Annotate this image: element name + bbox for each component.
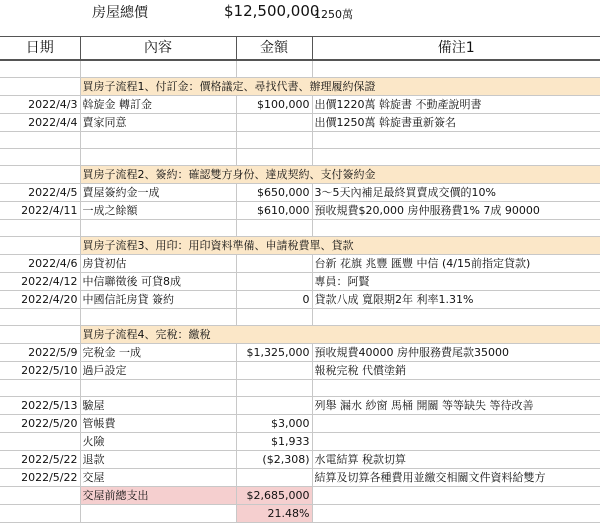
cell-amount[interactable]: $650,000 [236,183,312,201]
cell-content[interactable] [80,219,236,236]
cell-amount[interactable]: 21.48% [236,504,312,522]
cell-content[interactable]: 火險 [80,432,236,450]
section-title[interactable]: 買房子流程1、付訂金：價格議定、尋找代書、辦理履約保證 [80,77,600,95]
cell-date[interactable] [0,77,80,95]
cell-date[interactable] [0,148,80,165]
cell-content[interactable] [80,131,236,148]
cell-note[interactable] [312,379,600,396]
total-row [0,486,600,504]
cell-amount[interactable] [236,60,312,77]
cell-amount[interactable]: $1,933 [236,432,312,450]
cell-content[interactable]: 交屋 [80,468,236,486]
total-price-label[interactable]: 房屋總價 [92,5,148,21]
blank-row [0,219,600,236]
column-header-content[interactable]: 內容 [80,37,236,61]
table-row [0,361,600,379]
table-row [0,290,600,308]
cell-date[interactable]: 2022/5/20 [0,414,80,432]
cell-content[interactable]: 斡旋金 轉訂金 [80,95,236,113]
cell-note[interactable]: 水電結算 稅款切算 [312,450,600,468]
cell-note[interactable]: 預收規費40000 房仲服務費尾款35000 [312,343,600,361]
cell-note[interactable] [312,486,600,504]
cell-content[interactable]: 驗屋 [80,396,236,414]
cell-amount[interactable]: 0 [236,290,312,308]
table-row [0,414,600,432]
blank-row [0,131,600,148]
cell-date[interactable] [0,60,80,77]
cell-content[interactable]: 房貸初估 [80,254,236,272]
cell-amount[interactable]: $1,325,000 [236,343,312,361]
cell-date[interactable]: 2022/4/4 [0,113,80,131]
cell-date[interactable]: 2022/4/6 [0,254,80,272]
cell-date[interactable] [0,325,80,343]
cell-content[interactable]: 交屋前總支出 [80,486,236,504]
section-title[interactable]: 買房子流程2、簽約：確認雙方身份、達成契約、支付簽約金 [80,165,600,183]
column-header-date[interactable]: 日期 [0,37,80,61]
cell-amount[interactable] [236,308,312,325]
cell-date[interactable] [0,504,80,522]
cell-date[interactable]: 2022/5/22 [0,468,80,486]
cell-date[interactable] [0,432,80,450]
cell-date[interactable] [0,236,80,254]
cell-content[interactable]: 退款 [80,450,236,468]
cell-content[interactable]: 中國信託房貸 簽約 [80,290,236,308]
cell-date[interactable]: 2022/5/10 [0,361,80,379]
cell-note[interactable] [312,308,600,325]
cell-content[interactable] [80,148,236,165]
cell-content[interactable] [80,308,236,325]
cell-amount[interactable] [236,396,312,414]
section-header-row [0,165,600,183]
cell-note[interactable]: 貸款八成 寬限期2年 利率1.31% [312,290,600,308]
cell-amount[interactable] [236,219,312,236]
column-header-row [0,37,600,61]
cell-date[interactable] [0,486,80,504]
cell-note[interactable]: 3～5天內補足最終買賣成交價的10% [312,183,600,201]
section-header-row [0,77,600,95]
cell-amount[interactable]: $100,000 [236,95,312,113]
cell-note[interactable]: 出價1250萬 斡旋書重新簽名 [312,113,600,131]
table-row [0,254,600,272]
cell-note[interactable] [312,414,600,432]
cell-note[interactable]: 結算及切算各種費用並繳交相關文件資料給雙方 [312,468,600,486]
cell-note[interactable] [312,504,600,522]
table-row [0,450,600,468]
cell-amount[interactable]: ($2,308) [236,450,312,468]
cell-date[interactable] [0,219,80,236]
cell-content[interactable]: 賣家同意 [80,113,236,131]
cell-date[interactable] [0,165,80,183]
blank-row [0,148,600,165]
cell-note[interactable]: 出價1220萬 斡旋書 不動產說明書 [312,95,600,113]
section-header-row [0,325,600,343]
blank-row [0,60,600,77]
blank-row [0,308,600,325]
cell-note[interactable] [312,148,600,165]
cell-content[interactable] [80,504,236,522]
cell-content[interactable]: 賣屋簽約金一成 [80,183,236,201]
cell-content[interactable]: 一成之餘額 [80,201,236,219]
column-header-note[interactable]: 備注1 [312,37,600,61]
cell-content[interactable] [80,60,236,77]
cell-content[interactable]: 中信聯徵後 可貸8成 [80,272,236,290]
blank-row [0,379,600,396]
table-row [0,272,600,290]
total-price-note[interactable]: 1250萬 [314,8,353,21]
total-row [0,504,600,522]
cell-note[interactable] [312,432,600,450]
cell-amount[interactable]: $3,000 [236,414,312,432]
cell-date[interactable] [0,131,80,148]
column-header-amount[interactable]: 金額 [236,37,312,61]
cell-amount[interactable] [236,131,312,148]
cell-note[interactable]: 台新 花旗 兆豐 匯豐 中信 (4/15前指定貸款) [312,254,600,272]
cell-note[interactable]: 預收規費$20,000 房仲服務費1% 7成 90000 [312,201,600,219]
cell-note[interactable]: 專員：阿賢 [312,272,600,290]
cell-content[interactable]: 完稅金 一成 [80,343,236,361]
cell-amount[interactable] [236,379,312,396]
table-row [0,468,600,486]
cell-date[interactable]: 2022/4/5 [0,183,80,201]
cell-date[interactable]: 2022/5/22 [0,450,80,468]
price-header [0,0,600,22]
cell-note[interactable] [312,60,600,77]
cell-date[interactable]: 2022/5/9 [0,343,80,361]
table-row [0,95,600,113]
total-price-value[interactable]: $12,500,000 [224,2,320,20]
table-row [0,183,600,201]
cell-amount[interactable]: $610,000 [236,201,312,219]
cell-date[interactable] [0,379,80,396]
table-row [0,201,600,219]
cell-date[interactable]: 2022/5/13 [0,396,80,414]
cell-date[interactable]: 2022/4/11 [0,201,80,219]
cell-amount[interactable] [236,113,312,131]
cell-content[interactable] [80,379,236,396]
cell-content[interactable]: 過戶設定 [80,361,236,379]
cell-date[interactable]: 2022/4/12 [0,272,80,290]
cell-amount[interactable]: $2,685,000 [236,486,312,504]
cell-amount[interactable] [236,272,312,290]
cell-note[interactable]: 列舉 漏水 紗窗 馬桶 開關 等等缺失 等待改善 [312,396,600,414]
table-row [0,396,600,414]
cell-date[interactable] [0,308,80,325]
cell-date[interactable]: 2022/4/20 [0,290,80,308]
cell-amount[interactable] [236,254,312,272]
table-row [0,113,600,131]
table-row [0,432,600,450]
house-purchase-table [0,36,600,523]
section-title[interactable]: 買房子流程3、用印：用印資料準備、申請稅費單、貸款 [80,236,600,254]
cell-amount[interactable] [236,361,312,379]
cell-note[interactable]: 報稅完稅 代償塗銷 [312,361,600,379]
table-row [0,343,600,361]
section-title[interactable]: 買房子流程4、完稅：繳稅 [80,325,600,343]
cell-amount[interactable] [236,468,312,486]
cell-content[interactable]: 管帳費 [80,414,236,432]
section-header-row [0,236,600,254]
cell-note[interactable] [312,131,600,148]
cell-amount[interactable] [236,148,312,165]
cell-date[interactable]: 2022/4/3 [0,95,80,113]
cell-note[interactable] [312,219,600,236]
